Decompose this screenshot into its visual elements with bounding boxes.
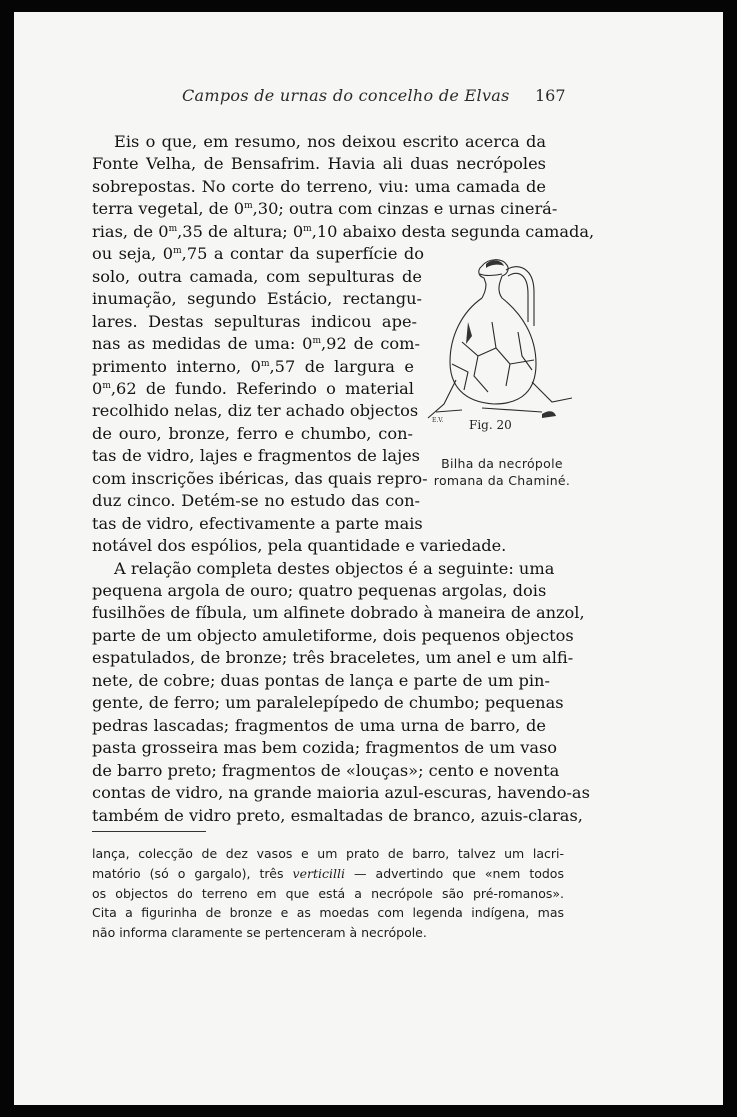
page-number: 167 — [535, 86, 566, 105]
body-line: de ouro, bronze, ferro e chumbo, con- — [92, 423, 413, 443]
body-line: pedras lascadas; fragmentos de uma urna de barro, de — [92, 715, 546, 735]
body-line: rias, de 0$^m$,35 de altura; 0$^m$,10 abaixo desta segunda camada, — [92, 221, 595, 241]
body-line: pequena argola de ouro; quatro pequenas argolas, dois — [92, 581, 547, 600]
body-line: A relação completa destes objectos é a seguinte: uma — [114, 558, 555, 578]
book-page — [14, 12, 723, 1105]
footnote-line-4: Cita a figurinha de bronze e as moedas com legenda indígena, mas — [92, 905, 564, 920]
footnote-line-5: não informa claramente se pertenceram à necrópole. — [92, 925, 427, 940]
figure-caption — [427, 455, 577, 489]
body-line: tas de vidro, efectivamente a parte mais — [92, 513, 423, 533]
body-line: terra vegetal, de 0$^m$,30; outra com cinzas e urnas cinerá- — [92, 199, 558, 219]
figure-caption-line-2: romana da Chaminé. — [433, 473, 571, 488]
running-header — [14, 78, 723, 108]
body-line: inumação, segundo Estácio, rectangu- — [92, 289, 422, 309]
body-line: nete, de cobre; duas pontas de lança e parte de um pin- — [92, 670, 550, 690]
body-line: Fonte Velha, de Bensafrim. Havia ali duas necrópoles — [92, 154, 546, 174]
body-line: lares. Destas sepulturas indicou ape- — [92, 311, 417, 331]
body-line: contas de vidro, na grande maioria azul-escuras, havendo-as — [92, 783, 590, 803]
footnote-separator — [92, 831, 206, 832]
body-line: de barro preto; fragmentos de «louças»; cento e noventa — [92, 760, 560, 780]
footnote-line-3: os objectos do terreno em que está a necrópole são pré-romanos». — [92, 886, 564, 901]
body-line: pasta grosseira mas bem cozida; fragmentos de um vaso — [92, 738, 558, 758]
body-line: também de vidro preto, esmaltadas de branco, azuis-claras, — [92, 805, 583, 825]
body-line: solo, outra camada, com sepulturas de — [92, 266, 422, 286]
body-line: duz cinco. Detém-se no estudo das con- — [92, 491, 420, 511]
running-title: Campos de urnas do concelho de Elvas — [182, 86, 510, 105]
body-line: gente, de ferro; um paralelepípedo de chumbo; pequenas — [92, 693, 564, 713]
body-line: tas de vidro, lajes e fragmentos de lajes — [92, 446, 420, 466]
body-line: nas as medidas de uma: 0$^m$,92 de com- — [92, 334, 420, 354]
footnote-line-2 — [92, 864, 564, 884]
body-line: espatulados, de bronze; três braceletes, um anel e um alfi- — [92, 648, 574, 668]
body-line: recolhido nelas, diz ter achado objectos — [92, 401, 419, 421]
footnote-italic-term: verticilli — [292, 866, 345, 881]
figure-caption-line-1: Bilha da necrópole — [441, 456, 563, 471]
artist-initials: E.V. — [432, 417, 444, 424]
body-line: fusilhões de fíbula, um alfinete dobrado à maneira de anzol, — [92, 603, 585, 623]
body-line: sobrepostas. No corte do terreno, viu: uma camada de — [92, 176, 546, 196]
body-line: notável dos espólios, pela quantidade e variedade. — [92, 536, 507, 556]
body-line: 0$^m$,62 de fundo. Referindo o material — [92, 378, 414, 398]
body-line: com inscrições ibéricas, das quais repro- — [92, 468, 428, 488]
footnote-line-2-start: matório (só o gargalo), três — [92, 866, 284, 881]
body-line: primento interno, 0$^m$,57 de largura e — [92, 356, 414, 376]
jug-illustration — [422, 252, 574, 427]
body-line: Eis o que, em resumo, nos deixou escrito acerca da — [114, 132, 546, 151]
footnote-line-1: lança, colecção de dez vasos e um prato de barro, talvez um lacri- — [92, 846, 564, 861]
body-line: ou seja, 0$^m$,75 a contar da superfície do — [92, 244, 424, 264]
footnote-line-2-end: — advertindo que «nem todos — [354, 866, 564, 881]
body-line: parte de um objecto amuletiforme, dois pequenos objectos — [92, 625, 574, 645]
figure-label: Fig. 20 — [469, 418, 512, 432]
